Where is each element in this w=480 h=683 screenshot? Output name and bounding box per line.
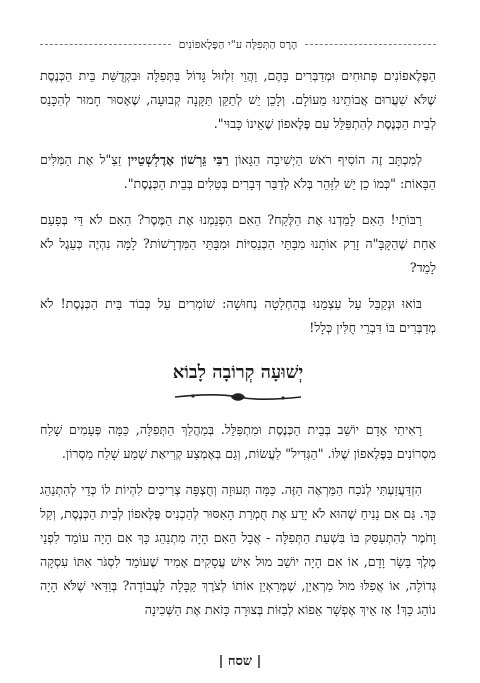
header-rule-left	[40, 44, 171, 45]
page-number: | שסח |	[218, 654, 262, 669]
section-heading	[40, 360, 436, 404]
paragraph-1: הַפֶּלֶאפוֹנִים פְּתוּחִים וּמְדַבְּרִים בָּהֶם, וַהֲוֵי זִלְזוּל גָּדוֹל בַּתְּפִלָּה וּבִקְדֻשַּׁת בֵּית הַכְּנֶסֶת שֶׁלֹּא שִׁעֲרוּם אֲבוֹתֵינוּ מֵעוֹלָם. וְלָכֵן יֵשׁ לְתַקֵּן תַּקָּנָה קְבוּעָה, שֶׁאָסוּר חָמוּר לְהִכָּנֵס לְבֵית הַכְּנֶסֶת לְהִתְפַּלֵּל עִם פֶּלֶאפוֹן שֶׁאֵינוֹ כָּבוּי".	[40, 68, 436, 131]
paragraph-4: בּוֹאוּ וּנְקַבֵּל עַל עַצְמֵנוּ בְּהַחְלָטָה נְחוּשָׁה: שׁוֹמְרִים עַל כְּבוֹד בֵּית הַכְּנֶסֶת! לֹא מְדַבְּרִים בּוֹ דִּבְרֵי חֻלִּין כְּלָל!	[40, 296, 436, 335]
body-text	[40, 64, 436, 634]
section-paragraph-2: הִזְדַּעֲזַעְתִּי לְנֹכַח הַמַּרְאֶה הַזֶּה. כַּמָּה תְּעוּזָה וְחֻצְפָּה צְרִיכִים לִהְיוֹת לוֹ כְּדֵי לְהִתְנַהֵג כָּךְ. גַּם אִם נָנִיחַ שֶׁהוּא לֹא יָדַע אֶת חֻמְרַת הָאִסּוּר לְהַכְנִיס פֶּלֶאפוֹן לְבֵית הַכְּנֶסֶת, וְקַל וָחֹמֶר לְהִתְעַסֵּק בּוֹ בִּשְׁעַת הַתְּפִלָּה - אֲבָל הַאִם הָיָה מִתְנַהֵג כָּךְ אִם הָיָה עוֹמֵד לִפְנֵי מֶלֶךְ בָּשָׂר וָדָם, אוֹ אִם הָיָה יוֹשֵׁב מוּל אִישׁ עֲסָקִים אָמִיד שֶׁעוֹמֵד לִסְגֹּר אִתּוֹ עִסְקָה גְּדוֹלָה, אוֹ אֲפִלּוּ מוּל מַרְאַיֵן, שֶׁמְּרַאְיֵן אוֹתוֹ לְצֹרֶךְ קַבָּלָה לַעֲבוֹדָה? בְּוַדַּאי שֶׁלֹּא הָיָה נוֹהֵג כָּךְ! אָז אֵיךְ אֶפְשָׁר אֵפוֹא לְבַזּוֹת בְּצוּרָה כָּזֹאת אֶת הַשְּׁכִינָה	[40, 482, 436, 617]
running-header	[40, 38, 436, 51]
ornament-divider-icon	[173, 390, 303, 404]
paragraph-2: לְמִכְתָּב זֶה הוֹסִיף רֹאשׁ הַיְשִׁיבָה הַגָּאוֹן רַבִּי גֵּרְשׁוֹן אֶדֶלְשְׁטֵיין זַצַ"ל אֶת הַמִּלִּים הַבָּאוֹת: "כְּמוֹ כֵן יֵשׁ לִזָּהֵר בְּלֹא לְדַבֵּר דְּבָרִים בְּטֵלִים בְּבֵית הַכְּנֶסֶת".	[40, 152, 436, 191]
rabbi-name: רַבִּי גֵּרְשׁוֹן אֶדֶלְשְׁטֵיין	[127, 152, 229, 167]
running-title: הֶרֶס הַתְּפִלָּה ע"י הַפֶּלֶאפוֹנִים	[178, 38, 298, 51]
section-paragraph-1: רָאִיתִי אָדָם יוֹשֵׁב בְּבֵית הַכְּנֶסֶת וּמִתְפַּלֵּל. בְּמַהֲלַךְ הַתְּפִלָּה, כַּמָּה פְּעָמִים שָׁלַח מִסְרוֹנִים בַּפֶּלֶאפוֹן שֶׁלּוֹ. "הַגְּדִיל" לַעֲשׂוֹת, וְגַם בְּאֶמְצַע קְרִיאַת שְׁמַע שָׁלַח מִסְרוֹן.	[40, 422, 436, 461]
header-rule-right	[305, 44, 436, 45]
section-title: יְשׁוּעָה קְרוֹבָה לָבוֹא	[172, 362, 304, 383]
paragraph-3: רַבּוֹתַי! הַאִם לָמַדְנוּ אֶת הַלֶּקַח? הַאִם הִפְנַמְנוּ אֶת הַמֶּסֶר? הַאִם לֹא דַּי בְּפַעַם אַחַת שֶׁהַקָּבָּ"ה זָרַק אוֹתָנוּ מִבָּתֵּי הַכְּנֵסִיּוֹת וּמִבָּתֵּי הַמִּדְרָשׁוֹת? לָמָּה נִהְיֶה כְּעֵגֶל לֹא לָמֵד?	[40, 212, 436, 275]
